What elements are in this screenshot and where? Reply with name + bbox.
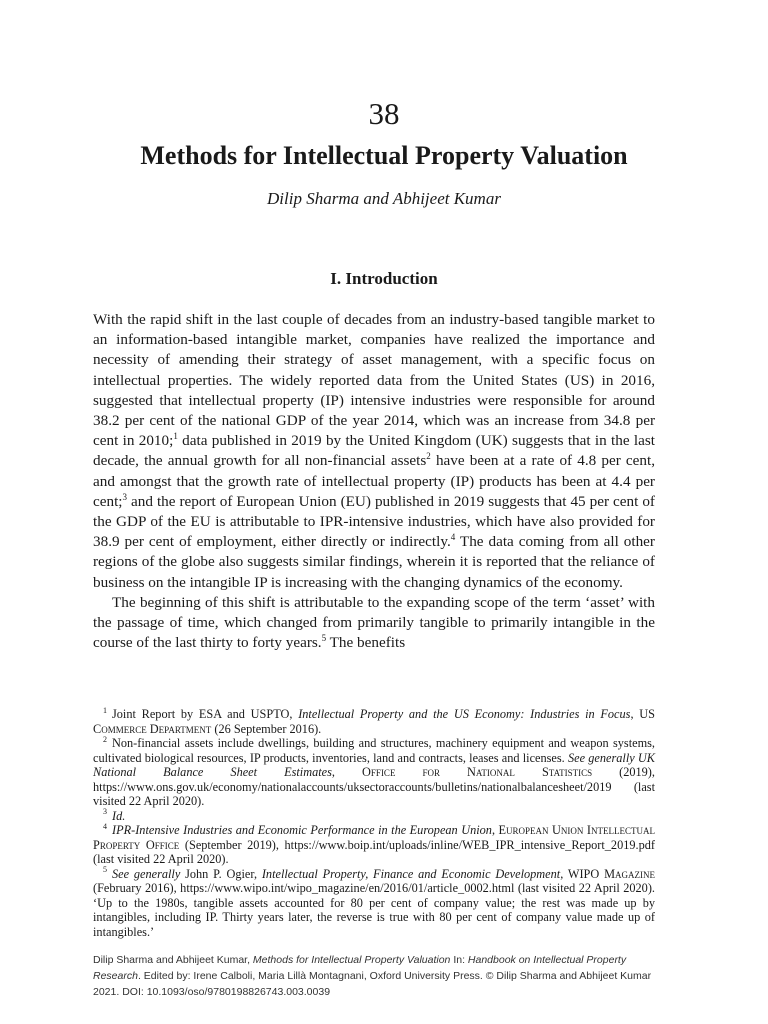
footnote-title: IPR-Intensive Industries and Economic Performance in the European Union: [112, 823, 492, 837]
footnote-text: , US: [630, 707, 655, 721]
paragraph: [93, 593, 655, 654]
footnote-title: Intellectual Property and the US Economy: Industries in Focus: [298, 707, 631, 721]
footnote-publisher: Magazine: [604, 866, 655, 881]
footnotes: [93, 707, 655, 939]
footnote: [93, 809, 655, 824]
text-run: With the rapid shift in the last couple of decades from an industry-based tangible market to an information-based intangible market, companies have realized the importance and necessity of amending their strategy of asset management, with a specific focus on intellectual properties. The widely reported data from the United States (US) in 2016, suggested that intellectual property (IP) intensive industries were responsible for around 38.2 per cent of the national GDP of the year 2014, which was an increase from 34.8 per cent in 2010;: [93, 311, 655, 450]
footnote-text: Joint Report by ESA and USPTO,: [112, 707, 299, 721]
footnote-text: , WIPO: [560, 866, 605, 881]
footnote-text: (2019), https://www.ons.gov.uk/economy/nationalaccounts/uksectoraccounts/bulletins/nationalbalancesheet/2019 (last visited 22 April 2020).: [93, 765, 655, 808]
citation-book-title: Handbook on Intellectual Property Research: [93, 954, 627, 982]
footnote-ref[interactable]: 5: [321, 633, 327, 644]
footnote-number: 4: [103, 821, 107, 831]
footnote: [93, 823, 655, 867]
footnote-text: (September 2019), https://www.boip.int/uploads/inline/WEB_IPR_intensive_Report_2019.pdf (last visited 22 April 2020).: [93, 837, 655, 866]
footnote-ref[interactable]: 3: [122, 491, 128, 502]
footnote: [93, 867, 655, 940]
text-run: data published in 2019 by the United Kingdom (UK) suggests that in the last decade, the annual growth for all non-financial assets: [93, 432, 655, 470]
footnote-publisher: Commerce Department: [93, 721, 212, 736]
footnote-text: ,: [331, 765, 363, 779]
footnote-text: John P. Ogier,: [180, 866, 262, 881]
footnote-ref[interactable]: 2: [426, 451, 431, 462]
citation-details: . Edited by: Irene Calboli, Maria Lillà Montagnani, Oxford University Press. © Dilip Sharma and Abhijeet Kumar 2021. DOI: 10.1093/oso/9780198826743.003.0039: [93, 970, 652, 998]
footnote-ref[interactable]: 1: [173, 431, 178, 442]
paragraph: [93, 310, 655, 593]
text-run: The benefits: [326, 634, 406, 652]
footnote-title: See generally UK National Balance Sheet Estimates: [93, 750, 656, 779]
citation-block: [93, 952, 673, 1000]
citation-text: [93, 952, 673, 1000]
citation-chapter-title: Methods for Intellectual Property Valuation: [252, 954, 451, 966]
chapter-number: 38: [368, 96, 400, 131]
footnote: [93, 707, 655, 736]
footnote-number: 2: [103, 734, 107, 744]
footnote-text: (26 September 2016).: [211, 721, 322, 736]
text-run: and the report of European Union (EU) published in 2019 suggests that 45 per cent of the GDP of the EU is attributable to IPR-intensive industries, which have also provided for 38.9 per cent of employment, either directly or indirectly.: [93, 492, 655, 551]
footnote-number: 3: [103, 807, 107, 817]
footnote-signal: See generally: [112, 866, 181, 881]
chapter-title: Methods for Intellectual Property Valuation: [140, 141, 628, 170]
footnote: [93, 736, 655, 809]
citation-authors: Dilip Sharma and Abhijeet Kumar,: [93, 954, 253, 966]
chapter-authors: Dilip Sharma and Abhijeet Kumar: [267, 189, 501, 208]
footnote-ref[interactable]: 4: [450, 532, 456, 543]
text-run: The beginning of this shift is attributable to the expanding scope of the term ‘asset’ with the passage of time, which changed from primarily tangible to primarily intangible in the course of the last thirty to forty years.: [93, 593, 655, 652]
footnote-text: (February 2016), https://www.wipo.int/wipo_magazine/en/2016/01/article_0002.html (last visited 22 April 2020). ‘Up to the 1980s, tangible assets accounted for 80 per cent of company value; the rest was made up by intangibles, including IP. Thirty years later, the reverse is true with 80 per cent of company value made up of intangibles.’: [93, 881, 655, 939]
footnote-text: Id.: [112, 808, 126, 823]
body-text: [93, 310, 655, 653]
footnote-number: 5: [103, 865, 107, 875]
text-run: have been at a rate of 4.8 per cent, and amongst that the growth rate of intellectual property (IP) products has been at 4.4 per cent;: [93, 452, 655, 510]
footnote-text: ,: [491, 823, 499, 837]
citation-text: In:: [450, 954, 468, 966]
footnote-text: Non-financial assets include dwellings, building and structures, machinery equipment and weapon systems, cultivated biological resources, IP products, inventories, land and contracts, leases and licenses.: [93, 736, 655, 765]
section-heading: I. Introduction: [330, 269, 438, 288]
text-run: The data coming from all other regions of the globe also suggests similar findings, wherein it is reported that the reliance of business on the intangible IP is increasing with the changing dynamics of the economy.: [93, 533, 655, 591]
footnote-publisher: Office for National Statistics: [362, 765, 593, 779]
footnote-publisher: European Union Intellectual Property Office: [93, 823, 655, 852]
footnote-title: Intellectual Property, Finance and Economic Development: [261, 866, 561, 881]
footnote-number: 1: [103, 705, 107, 715]
